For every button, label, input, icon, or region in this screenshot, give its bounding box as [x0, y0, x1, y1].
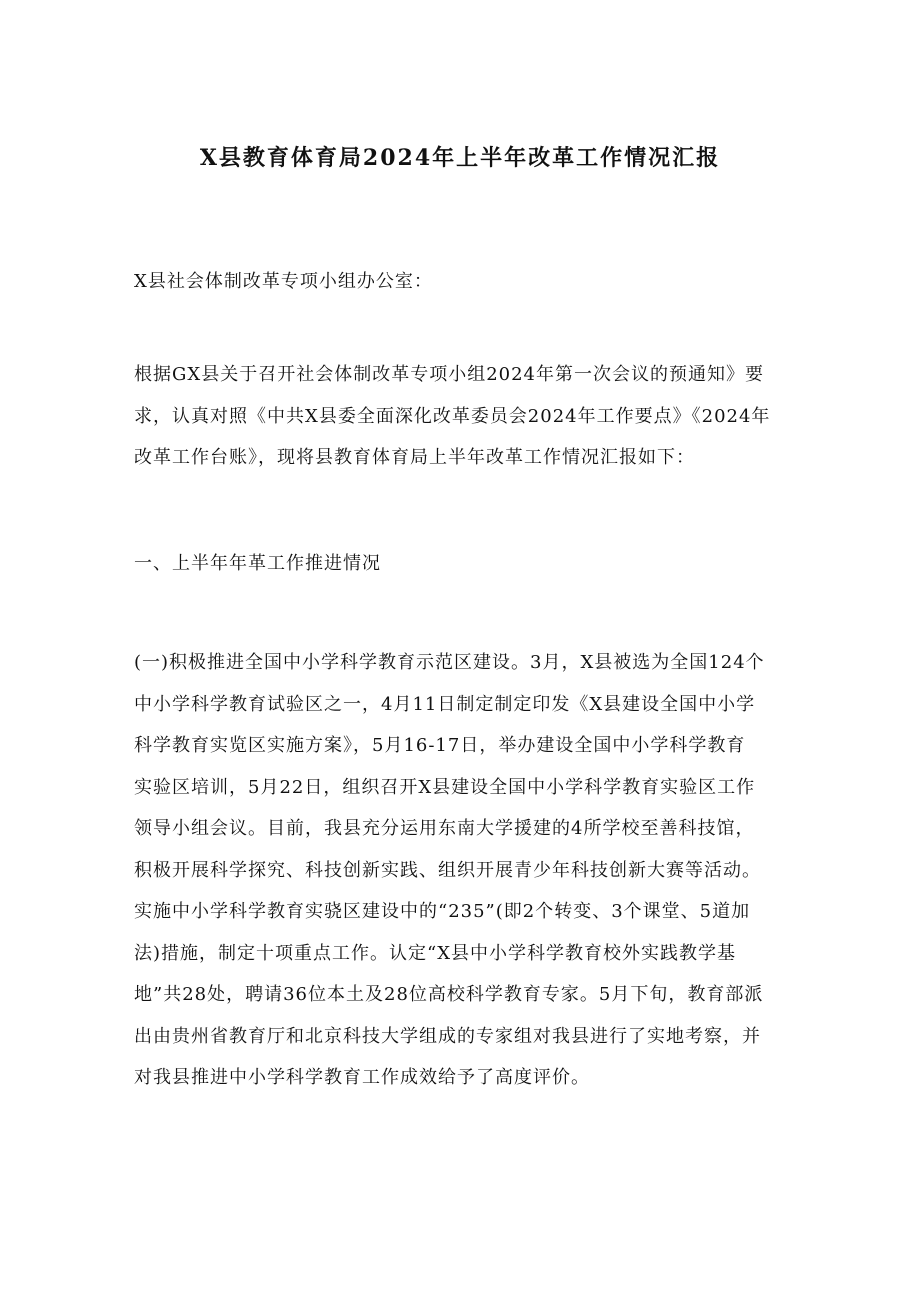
intro-line: 改革工作台账》，现将县教育体育局上半年改革工作情况汇报如下：: [134, 447, 695, 468]
section1-line: 实施中小学科学教育实骁区建设中的“235”(即2个转变、3个课堂、5道加: [134, 901, 751, 922]
section1-line: 实验区培训，5月22日，组织召开X县建设全国中小学科学教育实验区工作: [134, 776, 756, 798]
intro-paragraph: [134, 354, 796, 479]
section-heading: 一、上半年年革工作推进情况: [134, 553, 381, 574]
section1-line: 地”共28处，聘请36位本土及28位高校科学教育专家。5月下旬，教育部派: [134, 984, 764, 1005]
section1-line: 领导小组会议。目前，我县充分运用东南大学援建的4所学校至善科技馆，: [134, 818, 755, 839]
addressee-line: X县社会体制改革专项小组办公室：: [134, 271, 433, 292]
section1-line: 科学教育实览区实施方案》，5月16-17日，举办建设全国中小学科学教育: [134, 735, 746, 756]
intro-line: 求，认真对照《中共X县委全面深化改革委员会2024年工作要点》《2024年: [134, 405, 771, 427]
section1-line: 出由贵州省教育厅和北京科技大学组成的专家组对我县进行了实地考察，并: [134, 1025, 761, 1047]
section1-line: 对我县推进中小学科学教育工作成效给予了高度评价。: [134, 1067, 590, 1088]
section1-line: (一)积极推进全国中小学科学教育示范区建设。3月，X县被选为全国124个: [134, 652, 765, 673]
section1-line: 法)措施，制定十项重点工作。认定“X县中小学科学教育校外实践教学基: [134, 942, 737, 964]
intro-line: 根据GX县关于召开社会体制改革专项小组2024年第一次会议的预通知》要: [134, 364, 764, 385]
document-title: X县教育体育局2024年上半年改革工作情况汇报: [199, 145, 721, 171]
section1-paragraph: [134, 642, 796, 1099]
section1-line: 中小学科学教育试验区之一，4月11日制定制定印发《X县建设全国中小学: [134, 693, 756, 715]
section1-line: 积极开展科学探究、科技创新实践、组织开展青少年科技创新大赛等活动。: [134, 859, 761, 881]
